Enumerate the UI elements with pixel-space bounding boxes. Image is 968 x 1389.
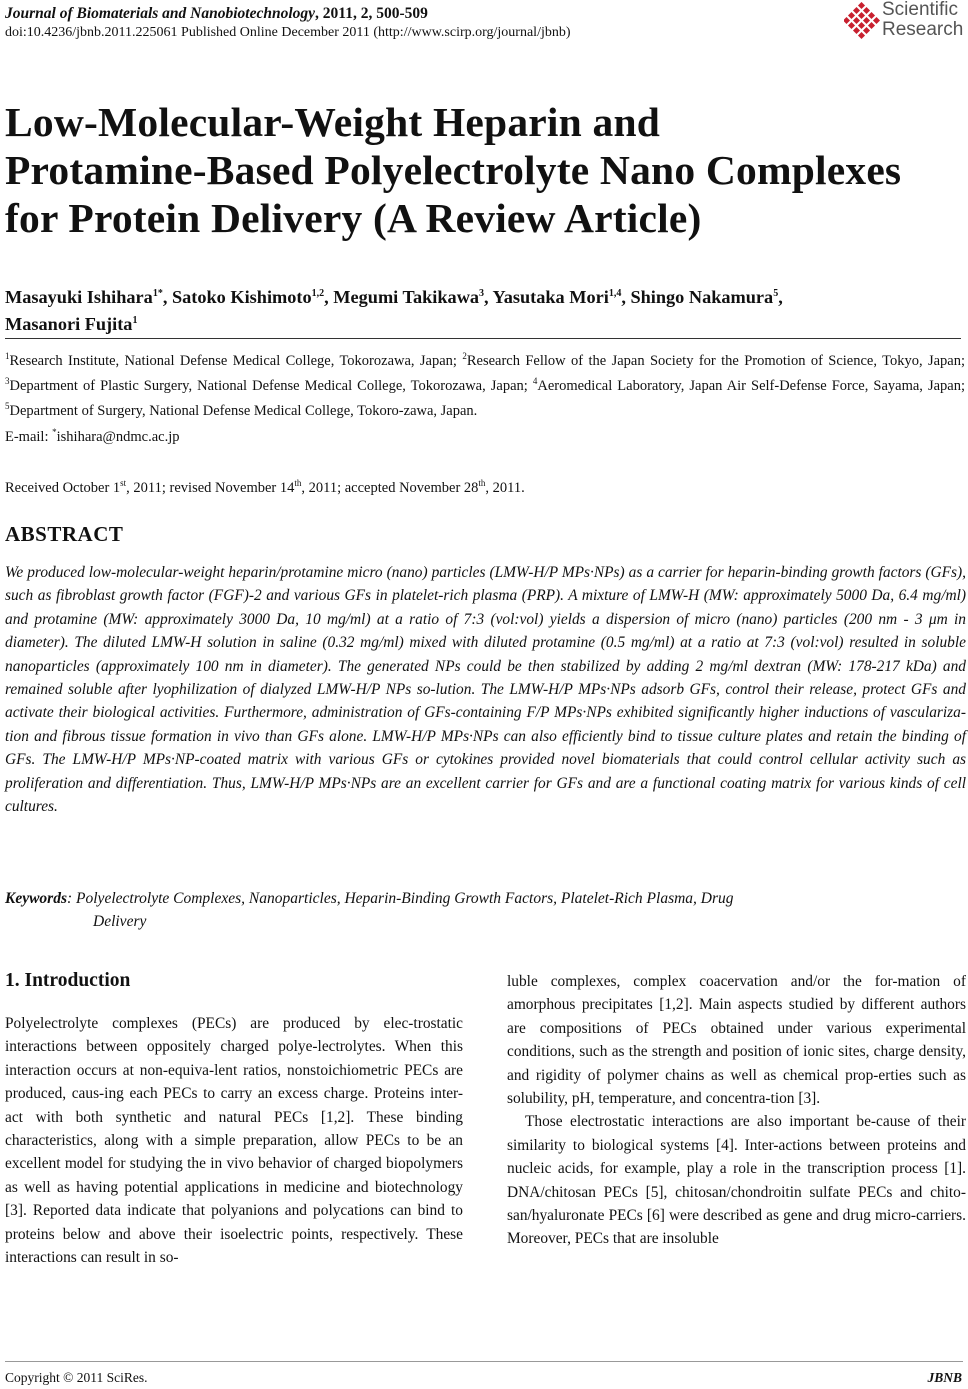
scientific-research-logo-icon [844,2,880,40]
affiliation: $^2$Research Fellow of the Japan Society for the Promotion of Science, Tokyo, Japan; [462,351,965,369]
article-title [5,98,965,242]
affiliation: $^4$Aeromedical Laboratory, Japan Air Self-Defense Force, Sayama, Japan; [532,376,965,395]
publisher-name-line2: Research [882,19,964,40]
contact-email: E-mail: *ishihara@ndmc.ac.jp [5,426,180,445]
journal-header [5,4,825,42]
title-line: Protamine-Based Polyelectrolyte Nano Complexes [5,147,902,193]
abstract-text: We produced low-molecular-weight heparin/protamine micro (nano) particles (LMW-H/P MPs·NPs) as a carrier for heparin-binding growth factors (GFs), such as fibroblast growth factor (FGF)-2 and various GFs in platelet-rich plasma (PRP). A mixture of LMW-H (MW: approximately 5000 Da, 6.4 mg/ml) and protamine (MW: approximately 3000 Da, 10 mg/ml) at a ratio of 7:3 (vol:vol) yields a dispersion of micro (nano) particles (200 nm - 3 μm in diameter). The diluted LMW-H solution in saline (0.32 mg/ml) mixed with diluted protamine (0.5 mg/ml) at a ratio at 7:3 (vol:vol) resulted in soluble nanoparticles (approximately 100 nm in diameter). The generated NPs could be then stabilized by adding 2 mg/ml dextran (MW: 178-217 kDa) and remained soluble after lyophilization of dialyzed LMW-H/P NPs so-lution. The LMW-H/P MPs·NPs adsorb GFs, control their release, protect GFs and activate their biological activities. Furthermore, administration of GFs-containing F/P MPs·NPs exhibited significantly higher inductions of vasculariza-tion and fibrous tissue formation in vivo than GFs alone. LMW-H/P MPs·NPs can also efficiently bind to tissue culture plates and retain the binding of GFs. The LMW-H/P MPs·NP-coated matrix with various GFs or cytokines provided novel biomaterials that could control cellular activity such as proliferation and differentiation. Thus, LMW-H/P MPs·NPs are an excellent carrier for GFs and are a functional coating matrix for various kinds of cell cultures. [5,564,966,816]
header-divider [5,338,961,339]
publisher-name-line1: Scientific [882,0,959,20]
author: Shingo Nakamura$^5$, [630,287,783,308]
title-line: for Protein Delivery (A Review Article) [5,195,702,241]
left-column [5,1012,463,1269]
journal-name: Journal of Biomaterials and Nanobiotechnology [5,5,316,22]
footer-copyright: Copyright © 2011 SciRes. [5,1370,148,1385]
footer-journal-abbr: JBNB [927,1370,962,1385]
paragraph: Those electrostatic interactions are also important be-cause of their similarity to biological systems [4]. Inter-actions between proteins and nucleic acids, for example, play a role in the transcription process [1]. DNA/chitosan PECs [5], chitosan/chondroitin sulfate PECs and chito-san/hyaluronate PECs [6] were described as gene and drug micro-carriers. Moreover, PECs that are insoluble [507,1113,966,1248]
affiliation: $^3$Department of Plastic Surgery, National Defense Medical College, Tokorozawa, Japan; [5,376,533,395]
section-heading-introduction: 1. Introduction [5,970,131,991]
received-dates: Received October 1st, 2011; revised November 14th, 2011; accepted November 28th, 2011. [5,478,525,496]
author: Satoko Kishimoto$^{1,2}$, [171,287,334,308]
author: Masayuki Ishihara$^{1*}$, [5,287,172,308]
keywords-continued: Delivery [93,913,147,930]
doi-line: doi:10.4236/jbnb.2011.225061 Published Online December 2011 (http://www.scirp.org/journal/jbnb) [5,25,571,40]
affiliations [5,346,965,447]
paragraph: Polyelectrolyte complexes (PECs) are produced by elec-trostatic interactions between oppositely charged polye-lectrolytes. When this interaction occurs at non-equiva-lent ratios, nonstoichiometric PECs are produced, caus-ing each PECs to carry an excess charge. Proteins inter-act with both synthetic and natural PECs [1,2]. These binding characteristics, along with a simple preparation, allow PECs to be an excellent model for studying the in vivo behavior of charged biopolymers as well as having potential applications in medicine and biotechnology [3]. Reported data indicate that polyanions and polycations can bind to proteins below and above their isoelectric points, respectively. These interactions can result in so- [5,1015,463,1267]
journal-citation [5,4,825,24]
right-column [507,970,966,1251]
keywords-label: Keywords [5,890,67,907]
journal-volume: , 2011, 2, 500-509 [315,5,428,22]
author: Yasutaka Mori$^{1,4}$, [492,287,631,308]
footer-divider [5,1361,963,1362]
publisher-logo [844,0,964,44]
publisher-wordmark [882,0,963,40]
title-line: Low-Molecular-Weight Heparin and [5,99,660,145]
keywords [5,887,965,933]
author: Masanori Fujita$^1$ [5,314,138,335]
affiliation: $^5$Department of Surgery, National Defense Medical College, Tokoro-zawa, Japan. [5,401,478,420]
author-list [5,282,965,336]
author: Megumi Takikawa$^3$, [333,287,493,308]
paragraph: luble complexes, complex coacervation and/or the for-mation of amorphous precipitates [1,2]. Main aspects studied by different authors are compositions of PECs obtained under various experimental conditions, such as the strength and position of ionic sites, charge density, and rigidity of polymer chains as well as chemical prop-erties such as solubility, pH, temperature, and concentra-tion [3]. [507,973,966,1108]
email-link[interactable]: ishihara@ndmc.ac.jp [56,428,180,445]
affiliation: $^1$Research Institute, National Defense Medical College, Tokorozawa, Japan; [5,351,463,369]
keywords-list: : Polyelectrolyte Complexes, Nanoparticles, Heparin-Binding Growth Factors, Platelet-Rich Plasma, Drug [67,890,734,907]
abstract-heading: ABSTRACT [5,522,124,546]
